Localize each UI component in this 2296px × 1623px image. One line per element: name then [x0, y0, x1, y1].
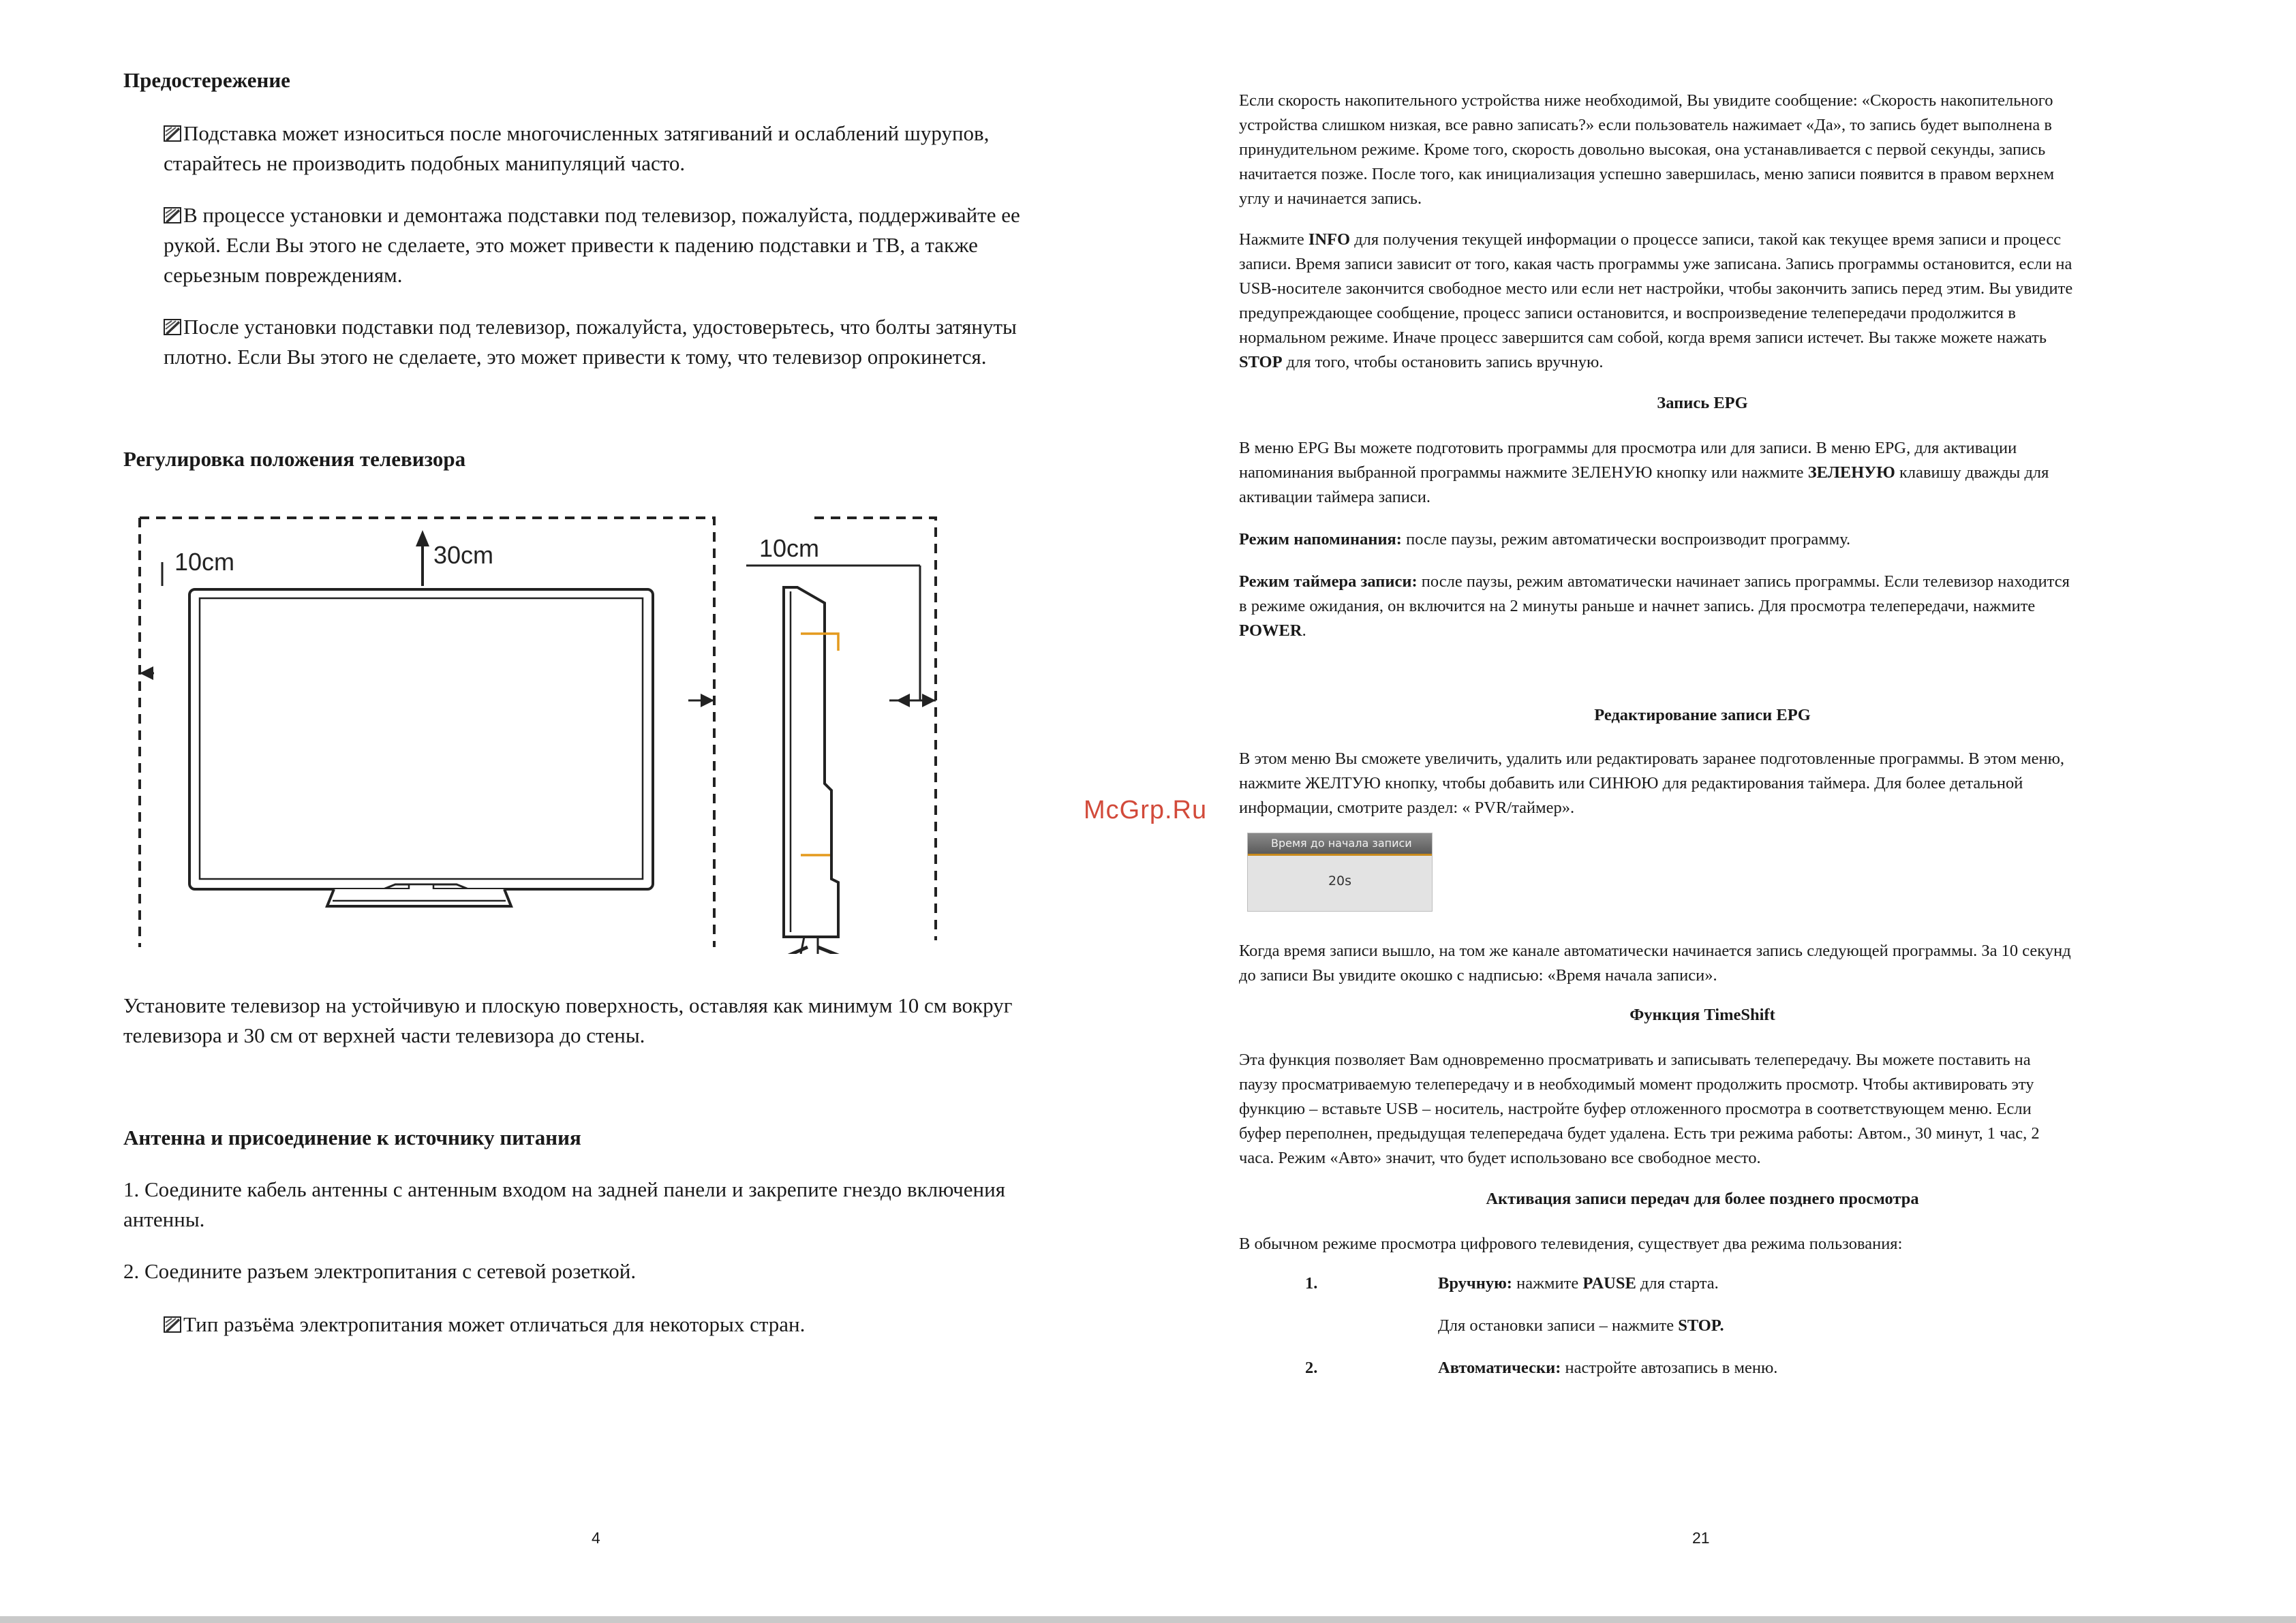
activation-intro: В обычном режиме просмотра цифрового телевидения, существует два режима пользования: — [1239, 1235, 1903, 1253]
epg-record-heading: Запись EPG — [1657, 394, 1748, 412]
label-10cm-side: 10cm — [759, 534, 820, 562]
caution-item-1: Подставка может износиться после многочисленных затягиваний и ослаблений шурупов, старайтесь не производить подобных манипуляций часто. — [164, 121, 990, 175]
caution-heading: Предостережение — [123, 68, 290, 92]
page-number-right: 21 — [1692, 1529, 1710, 1547]
list-number-2: 2. — [1305, 1359, 1318, 1377]
epg-paragraph: В меню EPG Вы можете подготовить программы для просмотра или для записи. В меню EPG, для активации напоминания выбранной программы нажмите ЗЕЛЕНУЮ кнопку или нажмите ЗЕЛЕНУЮ клавишу дважды для активации таймера записи. — [1239, 439, 2049, 506]
bottom-scroll-edge — [0, 1616, 2296, 1623]
storage-speed-paragraph: Если скорость накопительного устройства ниже необходимой, Вы увидите сообщение: «Скорость накопительного устройства слишком низкая, все равно записать?» если пользователь нажимает «Да», то запись будет выполнена в принудительном режиме. Кроме того, скорость довольно высокая, она устанавливается с первой секунды, запись начитается позже. После того, как инициализация успешно завершилась, меню записи появится в правом верхнем углу и начинается запись. — [1239, 91, 2055, 208]
note-icon — [164, 206, 181, 224]
edit-epg-heading: Редактирование записи EPG — [1594, 706, 1811, 724]
tv-side-profile — [784, 587, 838, 937]
antenna-heading: Антенна и присоединение к источнику питания — [123, 1126, 581, 1149]
page-number-left: 4 — [592, 1529, 600, 1547]
timeshift-heading: Функция TimeShift — [1629, 1006, 1775, 1024]
list-item-auto: Автоматически: настройте автозапись в меню. — [1438, 1359, 1778, 1377]
antenna-step-1: 1. Соедините кабель антенны с антенным входом на задней панели и закрепите гнездо включения антенны. — [123, 1177, 1005, 1231]
label-30cm-top: 30cm — [433, 541, 494, 569]
tv-stand-side — [729, 947, 886, 954]
left-clearance-arrow — [140, 666, 153, 680]
osd-value: 20s — [1328, 874, 1352, 888]
record-countdown-osd — [1247, 833, 1433, 912]
note-icon — [164, 318, 181, 336]
tv-screen — [200, 598, 643, 879]
note-icon — [164, 1316, 181, 1333]
note-icon — [164, 125, 181, 142]
watermark: McGrp.Ru — [1084, 796, 1208, 824]
list-item-manual: Вручную: нажмите PAUSE для старта. — [1438, 1274, 1719, 1293]
timer-mode: Режим таймера записи: после паузы, режим автоматически начинает запись программы. Если телевизор находится в режиме ожидания, он включится на 2 минуты раньше и начнет запись. Для просмотра телепередачи, нажмите POWER. — [1239, 572, 2070, 640]
top-clearance-arrow — [416, 530, 429, 546]
position-text: Установите телевизор на устойчивую и плоскую поверхность, оставляя как минимум 10 см вокруг телевизора и 30 см от верхней части телевизора до стены. — [123, 993, 1013, 1047]
activation-heading: Активация записи передач для более позднего просмотра — [1486, 1190, 1919, 1208]
list-item-manual-stop: Для остановки записи – нажмите STOP. — [1438, 1316, 1724, 1335]
antenna-step-2: 2. Соедините разъем электропитания с сетевой розеткой. — [123, 1259, 637, 1283]
caution-item-3: После установки подставки под телевизор, пожалуйста, удостоверьтесь, что болты затянуты плотно. Если Вы этого не сделаете, это может привести к тому, что телевизор опрокинется. — [164, 315, 1017, 369]
info-paragraph: Нажмите INFO для получения текущей информации о процессе записи, такой как текущее время записи и процесс записи. Время записи зависит от того, какая часть программы уже записана. Запись программы остановится, если на USB-носителе закончится свободное место или если нет настройки, чтобы закончить запись перед этим. Вы увидите предупреждающее сообщение, процесс записи остановится, и воспроизведение телепередачи продолжится в нормальном режиме. Иначе процесс завершится сам собой, когда время записи истечет. Вы также можете нажать STOP для того, чтобы остановить запись вручную. — [1239, 230, 2073, 371]
list-number-1: 1. — [1305, 1274, 1318, 1293]
osd-title: Время до начала записи — [1248, 833, 1432, 856]
caution-item-2: В процессе установки и демонтажа подставки под телевизор, пожалуйста, поддерживайте ее рукой. Если Вы этого не сделаете, это может привести к падению подставки и ТВ, а также серьезным повреждениям. — [164, 203, 1020, 287]
position-heading: Регулировка положения телевизора — [123, 447, 466, 471]
tv-placement-diagram — [129, 511, 947, 954]
timeshift-paragraph: Эта функция позволяет Вам одновременно просматривать и записывать телепередачу. Вы можете поставить на паузу просматриваемую телепередачу и в необходимый момент продолжить просмотр. Чтобы активировать эту функцию – вставьте USB – носитель, настройте буфер отложенного просмотра в соответствующем меню. Если буфер переполнен, предыдущая телепередача будет удалена. Есть три режима работы: Автом., 30 минут, 1 час, 2 часа. Режим «Авто» значит, что будет использовано все свободное место. — [1239, 1051, 2040, 1167]
label-10cm-left: 10cm — [174, 548, 235, 576]
tv-stand-front — [327, 889, 511, 906]
antenna-note: Тип разъёма электропитания может отличаться для некоторых стран. — [164, 1310, 805, 1340]
edit-epg-paragraph: В этом меню Вы сможете увеличить, удалить или редактировать заранее подготовленные программы. В этом меню, нажмите ЖЕЛТУЮ кнопку, чтобы добавить или СИНЮЮ для редактирования таймера. Для более детальной информации, смотрите раздел: « PVR/таймер». — [1239, 749, 2064, 817]
next-record-paragraph: Когда время записи вышло, на том же канале автоматически начинается запись следующей программы. За 10 секунд до записи Вы увидите окошко с надписью: «Время начала записи». — [1239, 942, 2071, 985]
reminder-mode: Режим напоминания: после паузы, режим автоматически воспроизводит программу. — [1239, 530, 1851, 548]
